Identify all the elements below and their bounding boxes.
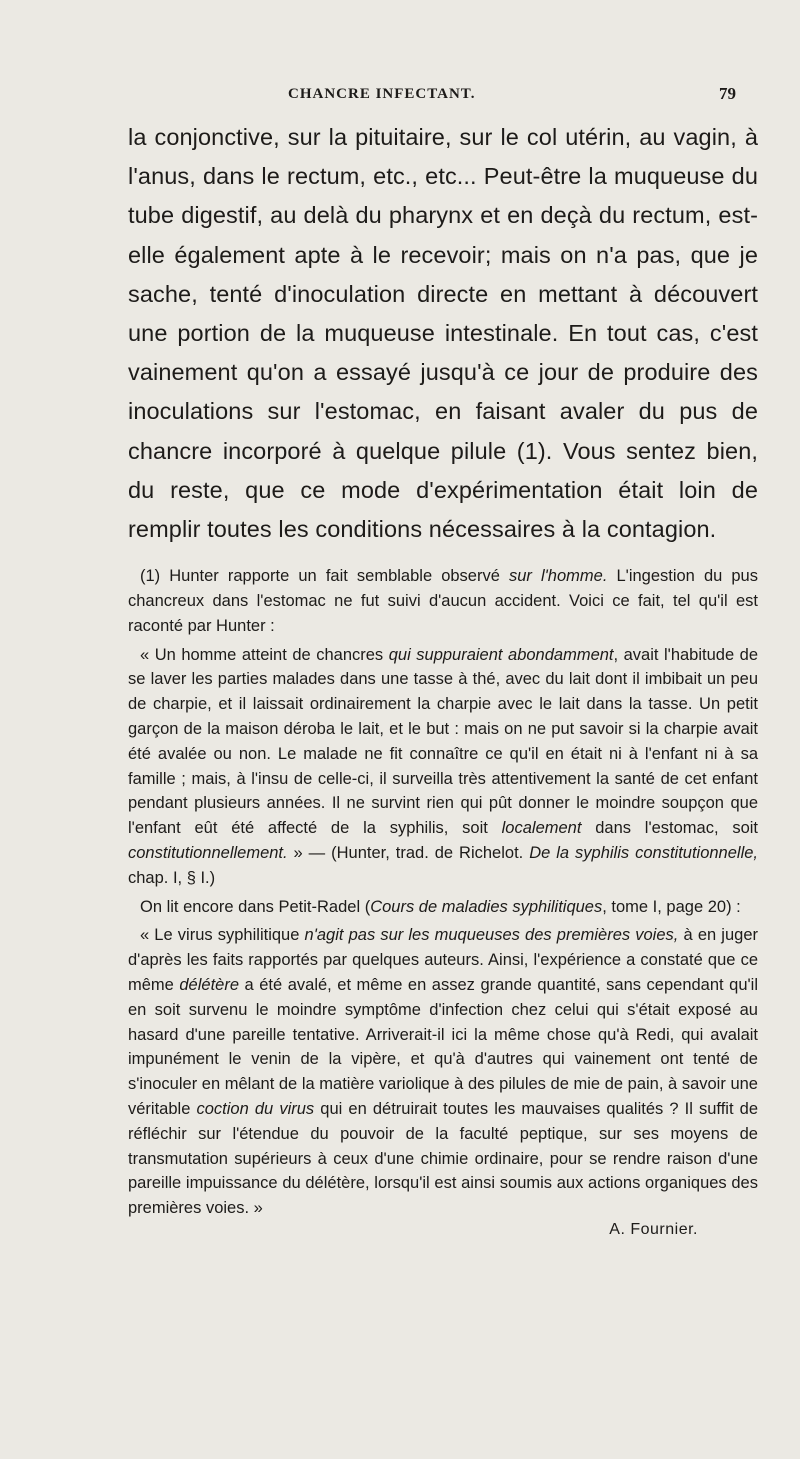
footnote-italic: constitutionnellement.: [128, 844, 288, 862]
footnote-text: (1) Hunter rapporte un fait semblable observé: [140, 567, 509, 586]
footnote-text: dans l'estomac, soit: [581, 819, 759, 838]
main-paragraph: la conjonctive, sur la pituitaire, sur le col utérin, au vagin, à l'anus, dans le rectum, etc., etc... Peut-être la muqueuse du tube digestif, au delà du pharynx et en deçà du rectum, est-elle également apte à le recevoir; mais on n'a pas, que je sache, tenté d'inoculation directe en mettant à découvert une portion de la muqueuse intestinale. En tout cas, c'est vainement qu'on a essayé jusqu'à ce jour de produire des inoculations sur l'estomac, en faisant avaler du pus de chancre incorporé à quelque pilule (1). Vous sentez bien, du reste, que ce mode d'expérimentation était loin de remplir toutes les conditions nécessaires à la contagion.: [128, 124, 758, 543]
footnote-text: , avait l'habitude de se laver les parties malades dans une tasse à thé, avec du lait dont il imbibait un peu de charpie, et il laissait ordinairement la charpie avec le lait dans la tasse. Un petit garçon de la maison déroba le lait, et le but : mais on ne put savoir si la charpie avait été avalée ou non. Le malade ne fit connaître ce qu'il en était ni à l'enfant ni à sa famille ; mais, à l'insu de celle-ci, il surveilla très attentivement la santé de cet enfant pendant plusieurs années. Il ne survint rien qui pût donner le moindre soupçon que l'enfant eût été affecté de la syphilis, soit: [128, 645, 759, 838]
footnote-italic: sur l'homme.: [508, 567, 608, 586]
footnote-italic: n'agit pas sur les muqueuses des premières voies,: [304, 926, 679, 945]
page-body: [128, 118, 758, 1239]
footnote-text: qui en détruirait toutes les mauvaises qualités ? Il suffit de réfléchir sur l'étendue du pouvoir de la faculté peptique, sur ses moyens de transmutation supérieurs à ceux d'une chimie ordinaire, pour se rendre raison d'une pareille impuissance du délétère, lorsqu'il est ainsi soumis aux actions organiques des premières voies. »: [128, 1099, 759, 1218]
footnote-text: à en juger d'après les faits rapportés par quelques auteurs. Ainsi, l'expérience a constaté que ce même: [128, 926, 758, 994]
footnote-text: , tome I, page 20) :: [602, 897, 741, 916]
footnote-paragraph-1: [128, 564, 758, 638]
signature: A. Fournier.: [609, 1220, 698, 1238]
footnote-italic: coction du virus: [196, 1099, 315, 1118]
footnote-text: » — (Hunter, trad. de Richelot.: [287, 844, 530, 862]
footnote-paragraph-3: [128, 895, 758, 920]
footnote-text: On lit encore dans Petit-Radel (: [140, 897, 371, 916]
running-head: CHANCRE INFECTANT.: [288, 86, 476, 102]
footnote-paragraph-2: [128, 643, 758, 891]
footnote-italic: Cours de maladies syphilitiques: [370, 897, 603, 916]
footnote-text: a été avalé, et même en assez grande quantité, sans cependant qu'il en soit survenu le moindre symptôme d'infection chez celui qui s'était exposé au hasard d'une pareille tentative. Arriverait-il ici la même chose qu'à Redi, qui avalait impunément le venin de la vipère, et qu'à d'autres qui vainement ont tenté de s'inoculer en mêlant de la matière variolique à des pilules de mie de pain, à savoir une véritable: [128, 975, 758, 1118]
footnote-paragraph-4: [128, 923, 758, 1221]
footnote-italic: localement: [501, 819, 582, 838]
footnote-text: « Un homme atteint de chancres: [140, 645, 389, 664]
page-number: 79: [719, 84, 736, 103]
page-header: [128, 86, 748, 110]
footnote-text: chap. I, § I.): [128, 868, 216, 887]
footnote-italic: De la syphilis constitutionnelle,: [529, 844, 758, 862]
footnote-italic: délétère: [179, 975, 240, 994]
footnote-text: L'ingestion du pus chancreux dans l'estomac ne fut suivi d'aucun accident. Voici ce fait, tel qu'il est raconté par Hunter :: [128, 567, 758, 635]
footnote-text: « Le virus syphilitique: [140, 926, 305, 945]
footnote-italic: qui suppuraient abondamment: [388, 645, 614, 664]
